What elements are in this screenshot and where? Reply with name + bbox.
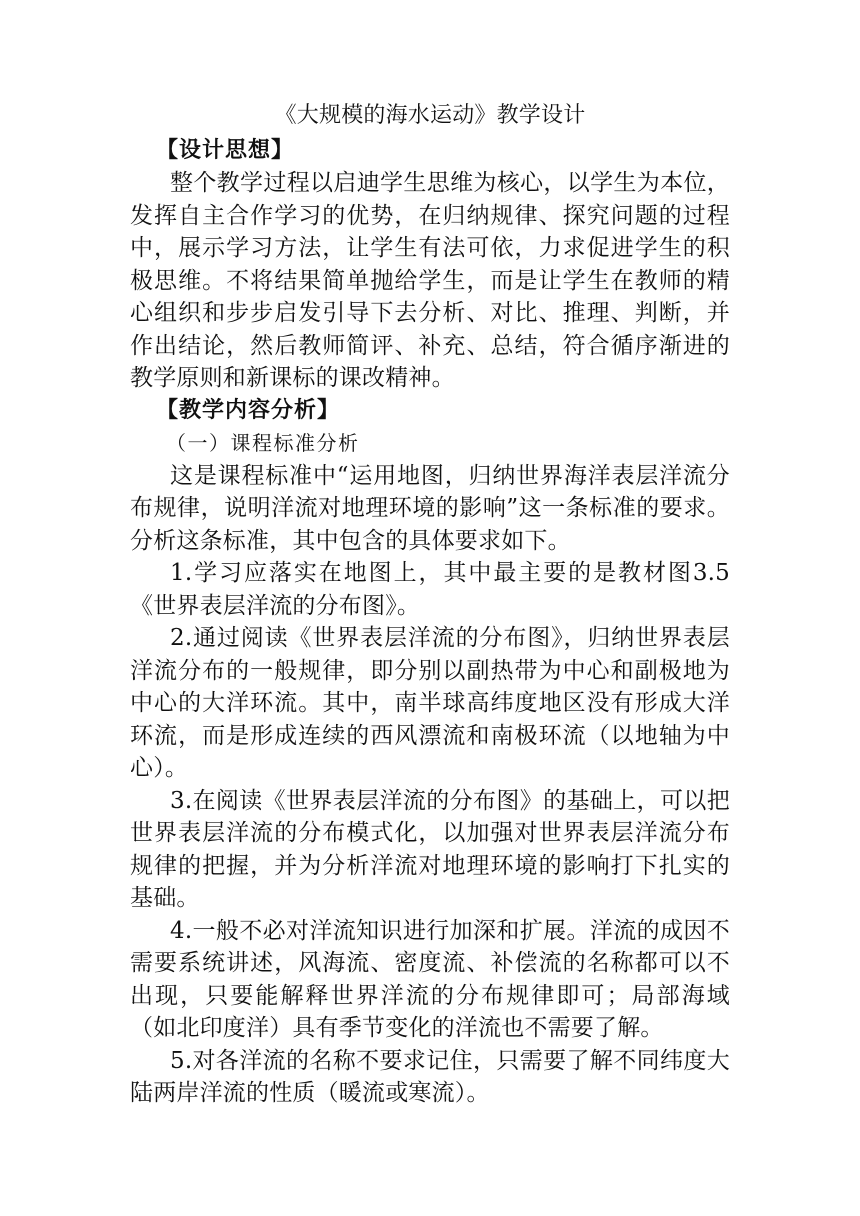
- document-title: 《大规模的海水运动》教学设计: [274, 103, 586, 128]
- paragraph-design-idea: 整个教学过程以启迪学生思维为核心，以学生为本位，发挥自主合作学习的优势，在归纳规律、探究问题的过程中，展示学习方法，让学生有法可依，力求促进学生的积极思维。不将结果简单抛给学生，而是让学生在教师的精心组织和步步启发引导下去分析、对比、推理、判断，并作出结论，然后教师简评、补充、总结，符合循序渐进的教学原则和新课标的课改精神。: [130, 170, 730, 391]
- section-heading-content-analysis: 【教学内容分析】: [156, 397, 341, 423]
- document-body: [130, 100, 730, 1110]
- paragraph-requirement-4: 4.一般不必对洋流知识进行加深和扩展。洋流的成因不需要系统讲述，风海流、密度流、补偿流的名称都可以不出现，只要能解释世界洋流的分布规律即可；局部海域（如北印度洋）具有季节变化的洋流也不需要了解。: [130, 917, 730, 1041]
- paragraph-standard-intro: 这是课程标准中“运用地图，归纳世界海洋表层洋流分布规律，说明洋流对地理环境的影响”这一条标准的要求。分析这条标准，其中包含的具体要求如下。: [130, 462, 730, 554]
- paragraph-requirement-1: 1.学习应落实在地图上，其中最主要的是教材图3.5《世界表层洋流的分布图》。: [130, 560, 730, 619]
- subheading-curriculum-standard: （一）课程标准分析: [166, 431, 360, 455]
- paragraph-requirement-2: 2.通过阅读《世界表层洋流的分布图》，归纳世界表层洋流分布的一般规律，即分别以副热带为中心和副极地为中心的大洋环流。其中，南半球高纬度地区没有形成大洋环流，而是形成连续的西风漂流和南极环流（以地轴为中心）。: [130, 625, 730, 781]
- paragraph-requirement-3: 3.在阅读《世界表层洋流的分布图》的基础上，可以把世界表层洋流的分布模式化，以加强对世界表层洋流分布规律的把握，并为分析洋流对地理环境的影响打下扎实的基础。: [130, 787, 730, 911]
- paragraph-requirement-5: 5.对各洋流的名称不要求记住，只需要了解不同纬度大陆两岸洋流的性质（暖流或寒流）。: [130, 1047, 730, 1106]
- section-heading-design-idea: 【设计思想】: [156, 137, 295, 163]
